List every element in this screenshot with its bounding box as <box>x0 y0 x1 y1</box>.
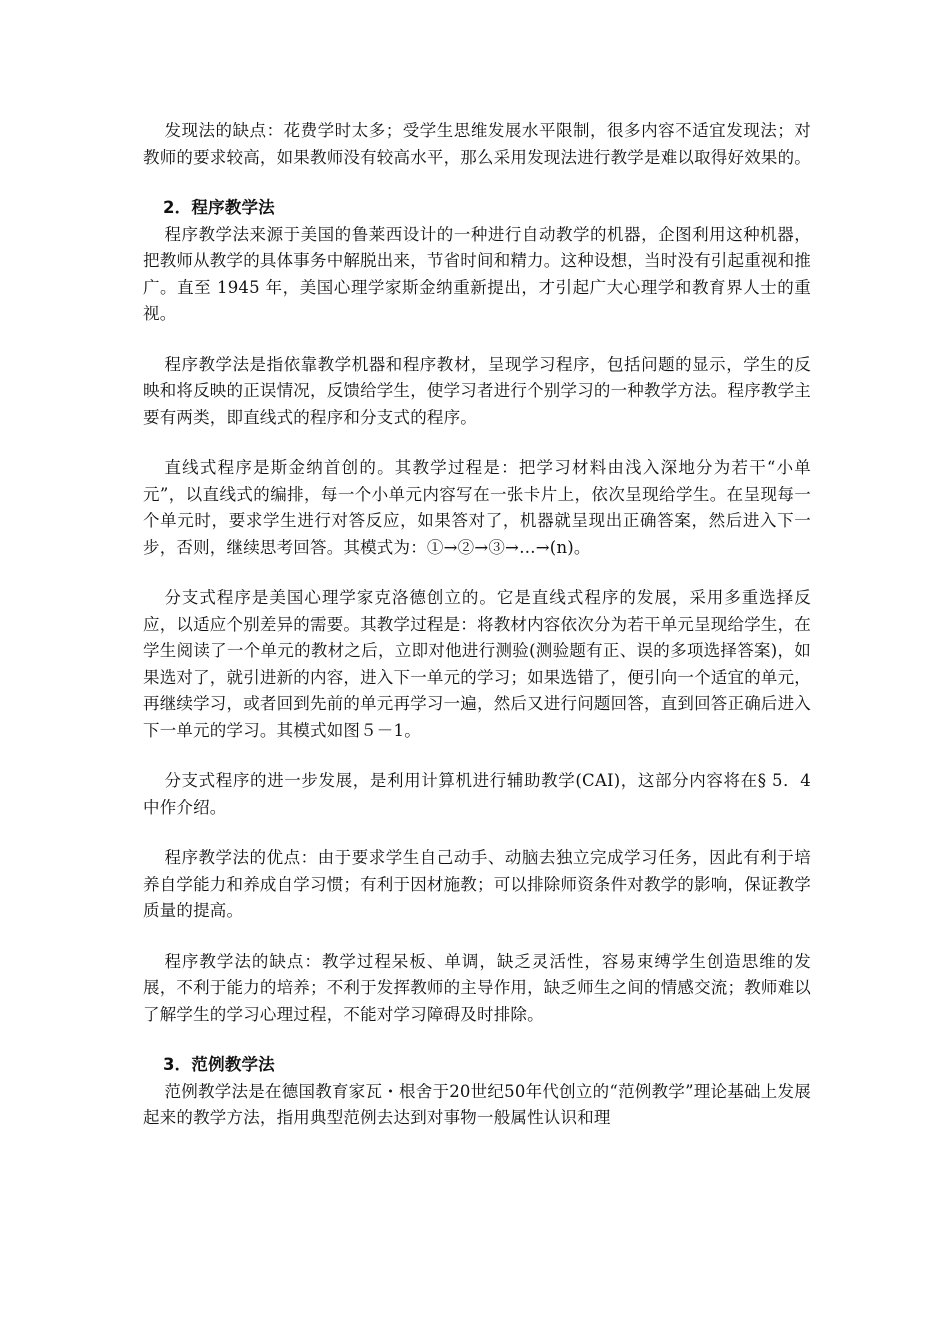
paragraph-branching-development: 分支式程序的进一步发展，是利用计算机进行辅助教学(CAI)，这部分内容将在§ 5．4中作介绍。 <box>143 771 811 817</box>
paragraph-programmed-cons: 程序教学法的缺点：教学过程呆板、单调，缺乏灵活性，容易束缚学生创造思维的发展，不利于能力的培养；不利于发挥教师的主导作用，缺乏师生之间的情感交流；教师难以了解学生的学习心理过程，不能对学习障碍及时排除。 <box>143 951 811 1024</box>
paragraph-programmed-pros: 程序教学法的优点：由于要求学生自己动手、动脑去独立完成学习任务，因此有利于培养自学能力和养成自学习惯；有利于因材施教；可以排除师资条件对教学的影响，保证教学质量的提高。 <box>143 848 811 920</box>
section-heading-exemplar-instruction: 3．范例教学法 <box>163 1055 275 1074</box>
paragraph-branching-program: 分支式程序是美国心理学家克洛德创立的。它是直线式程序的发展，采用多重选择反应，以适应个别差异的需要。其教学过程是：将教材内容依次分为若干单元呈现给学生，在学生阅读了一个单元的教材之后，立即对他进行测验(测验题有正、误的多项选择答案)，如果选对了，就引进新的内容，进入下一单元的学习；如果选错了，便引向一个适宜的单元，再继续学习，或者回到先前的单元再学习一遍，然后又进行问题回答，直到回答正确后进入下一单元的学习。其模式如图５－1。 <box>143 588 811 740</box>
paragraph-linear-program: 直线式程序是斯金纳首创的。其教学过程是：把学习材料由浅入深地分为若干“小单元”，以直线式的编排，每一个小单元内容写在一张卡片上，依次呈现给学生。在呈现每一个单元时，要求学生进行对答反应，如果答对了，机器就呈现出正确答案，然后进入下一步，否则，继续思考回答。其模式为：①→②→③→…→(n)。 <box>143 458 811 557</box>
document-page <box>143 118 811 1132</box>
paragraph-programmed-origin: 程序教学法来源于美国的鲁莱西设计的一种进行自动教学的机器，企图利用这种机器，把教师从教学的具体事务中解脱出来，节省时间和精力。这种设想，当时没有引起重视和推广。直至 1945 年，美国心理学家斯金纳重新提出，才引起广大心理学和教育界人士的重视。 <box>143 224 811 323</box>
paragraph-programmed-definition: 程序教学法是指依靠教学机器和程序教材，呈现学习程序，包括问题的显示，学生的反映和将反映的正误情况，反馈给学生，使学习者进行个别学习的一种教学方法。程序教学主要有两类，即直线式的程序和分支式的程序。 <box>143 354 811 427</box>
paragraph-discovery-cons: 发现法的缺点：花费学时太多；受学生思维发展水平限制，很多内容不适宜发现法；对教师的要求较高，如果教师没有较高水平，那么采用发现法进行教学是难以取得好效果的。 <box>143 121 811 167</box>
paragraph-exemplar-instruction: 范例教学法是在德国教育家瓦・根舍于20世纪50年代创立的“范例教学”理论基础上发展起来的教学方法，指用典型范例去达到对事物一般属性认识和理 <box>143 1081 811 1127</box>
section-heading-programmed-instruction: 2．程序教学法 <box>163 198 275 217</box>
